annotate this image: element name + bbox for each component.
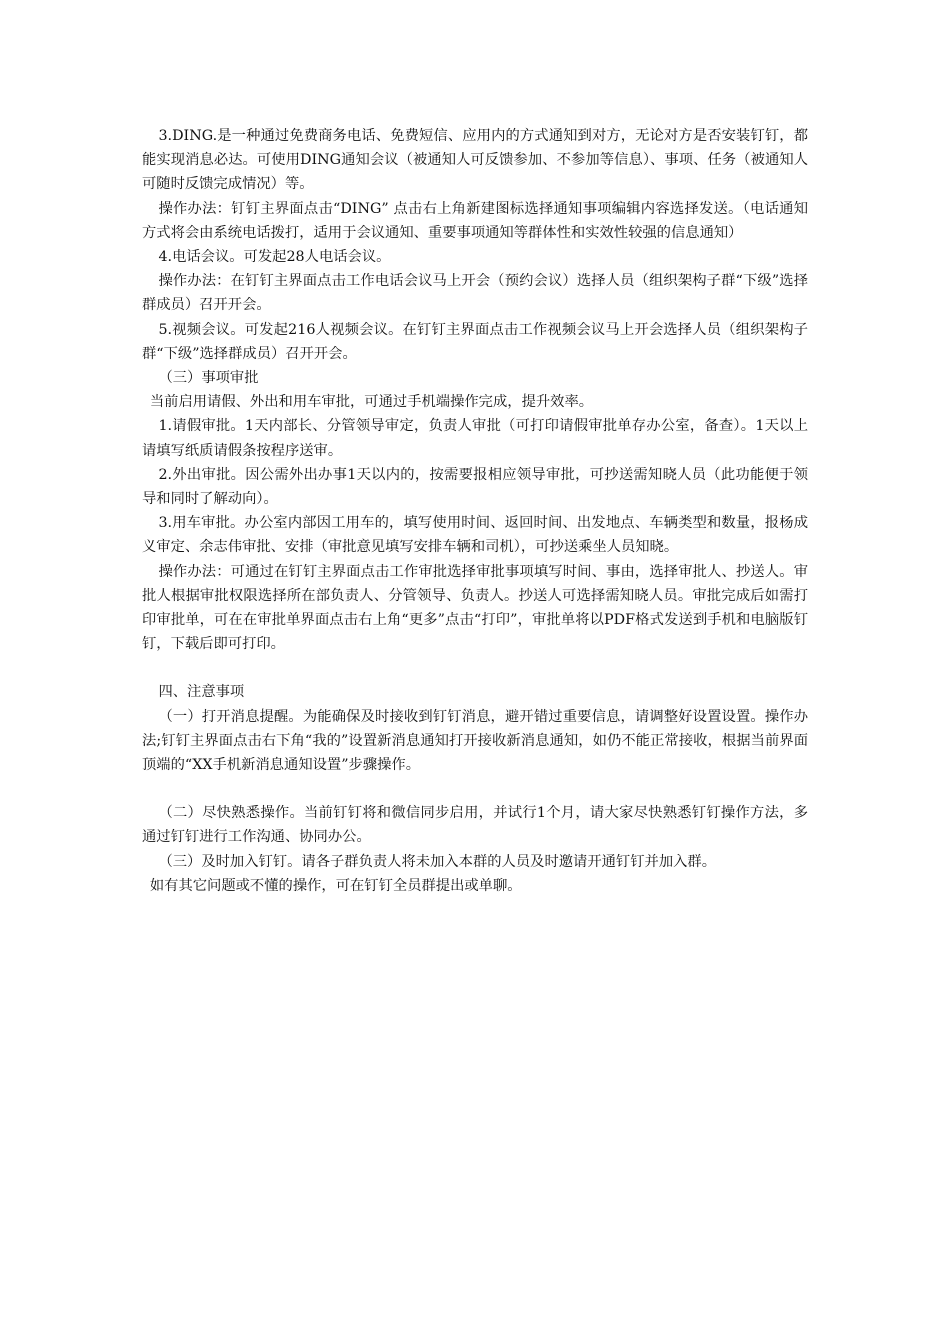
document-body — [142, 124, 808, 898]
paragraph-video-meeting: 5.视频会议。可发起216人视频会议。在钉钉主界面点击工作视频会议马上开会选择人员（组织架构子群“下级”选择群成员）召开开会。 — [142, 321, 808, 362]
paragraph-join-dingtalk: （三）及时加入钉钉。请各子群负责人将未加入本群的人员及时邀请开通钉钉并加入群。 — [158, 853, 717, 870]
paragraph-phone-meeting: 4.电话会议。可发起28人电话会议。 — [158, 249, 391, 266]
blank-line — [142, 777, 808, 801]
paragraph-phone-meeting-method: 操作办法：在钉钉主界面点击工作电话会议马上开会（预约会议）选择人员（组织架构子群“下级”选择群成员）召开开会。 — [142, 273, 808, 314]
paragraph-familiarize: （二）尽快熟悉操作。当前钉钉将和微信同步启用，并试行1个月，请大家尽快熟悉钉钉操作方法，多通过钉钉进行工作沟通、协同办公。 — [142, 805, 808, 846]
section-heading-notes: 四、注意事项 — [158, 684, 245, 701]
paragraph-approval-method: 操作办法：可通过在钉钉主界面点击工作审批选择审批事项填写时间、事由，选择审批人、抄送人。审批人根据审批权限选择所在部负责人、分管领导、负责人。抄送人可选择需知晓人员。审批完成后如需打印审批单，可在在审批单界面点击右上角“更多”点击“打印”，审批单将以PDF格式发送到手机和电脑版钉钉，下载后即可打印。 — [142, 563, 808, 653]
paragraph-ding: 3.DING.是一种通过免费商务电话、免费短信、应用内的方式通知到对方，无论对方是否安装钉钉，都能实现消息必达。可使用DING通知会议（被通知人可反馈参加、不参加等信息）、事项、任务（被通知人可随时反馈完成情况）等。 — [142, 128, 808, 193]
paragraph-ding-method: 操作办法：钉钉主界面点击“DING” 点击右上角新建图标选择通知事项编辑内容选择发送。（电话通知方式将会由系统电话拨打，适用于会议通知、重要事项通知等群体性和实效性较强的信息通知） — [142, 200, 808, 241]
paragraph-vehicle-approval: 3.用车审批。办公室内部因工用车的，填写使用时间、返回时间、出发地点、车辆类型和数量，报杨成义审定、余志伟审批、安排（审批意见填写安排车辆和司机），可抄送乘坐人员知晓。 — [142, 515, 808, 556]
paragraph-approval-intro: 当前启用请假、外出和用车审批，可通过手机端操作完成，提升效率。 — [149, 394, 594, 411]
section-heading-approval: （三）事项审批 — [158, 370, 259, 387]
paragraph-message-reminder: （一）打开消息提醒。为能确保及时接收到钉钉消息，避开错过重要信息，请调整好设置设置。操作办法;钉钉主界面点击右下角“我的”设置新消息通知打开接收新消息通知，如仍不能正常接收，根据当前界面顶端的“XX手机新消息通知设置”步骤操作。 — [142, 708, 808, 774]
paragraph-leave-approval: 1.请假审批。1天内部长、分管领导审定，负责人审批（可打印请假审批单存办公室，备查）。1天以上请填写纸质请假条按程序送审。 — [142, 418, 808, 459]
paragraph-closing: 如有其它问题或不懂的操作，可在钉钉全员群提出或单聊。 — [149, 877, 522, 894]
blank-line — [142, 656, 808, 680]
paragraph-outing-approval: 2.外出审批。因公需外出办事1天以内的，按需要报相应领导审批，可抄送需知晓人员（此功能便于领导和同时了解动向）。 — [142, 466, 808, 508]
